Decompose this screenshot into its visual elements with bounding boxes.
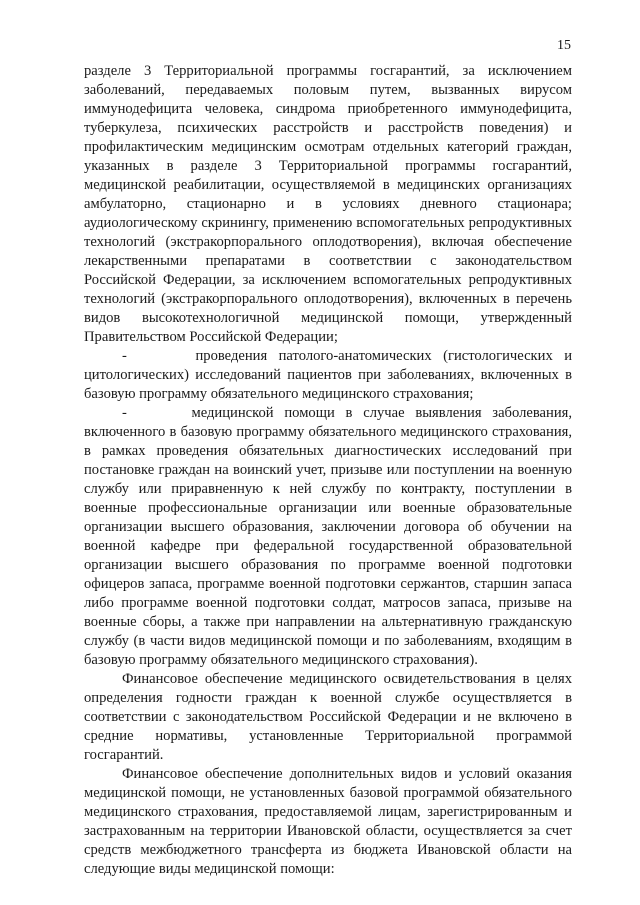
paragraph-financing-additional: Финансовое обеспечение дополнительных видов и условий оказания медицинской помощи, не установленных базовой программой обязательного медицинского страхования, предоставляемой лицам, зарегистрированным и застрахованным на территории Ивановской области, осуществляется за счет средств межбюджетного трансферта из бюджета Ивановской области на следующие виды медицинской помощи: [84,766,572,877]
list-item-pathology: - проведения патолого-анатомических (гистологических и цитологических) исследований пациентов при заболеваниях, включенных в базовую программу обязательного медицинского страхования; [84,348,572,402]
page-number: 15 [557,38,571,53]
paragraph-financing-examination: Финансовое обеспечение медицинского освидетельствования в целях определения годности граждан к военной службе осуществляется в соответствии с законодательством Российской Федерации и не включено в средние нормативы, установленные Территориальной программой госгарантий. [84,671,572,763]
list-item-military-medical: - медицинской помощи в случае выявления заболевания, включенного в базовую программу обязательного медицинского страхования, в рамках проведения обязательных диагностических исследований при постановке граждан на воинский учет, призыве или поступлении на военную службу или приравненную к ней службу по контракту, поступлении в военные профессиональные организации или военные образовательные организации высшего образования, заключении договора об обучении на военной кафедре при федеральной государственной образовательной организации высшего образования по программе военной подготовки офицеров запаса, программе военной подготовки сержантов, старшин запаса либо программе военной подготовки солдат, матросов запаса, призыве на военные сборы, а также при направлении на альтернативную гражданскую службу (в части видов медицинской помощи и по заболеваниям, входящим в базовую программу обязательного медицинского страхования). [84,405,572,668]
document-body [84,62,572,879]
paragraph-continuation: разделе 3 Территориальной программы госгарантий, за исключением заболеваний, передаваемых половым путем, вызванных вирусом иммунодефицита человека, синдрома приобретенного иммунодефицита, туберкулеза, психических расстройств и расстройств поведения) и профилактическим медицинским осмотрам отдельных категорий граждан, указанных в разделе 3 Территориальной программы госгарантий, медицинской реабилитации, осуществляемой в медицинских организациях амбулаторно, стационарно и в условиях дневного стационара; аудиологическому скринингу, применению вспомогательных репродуктивных технологий (экстракорпорального оплодотворения), включая обеспечение лекарственными препаратами в соответствии с законодательством Российской Федерации, за исключением вспомогательных репродуктивных технологий (экстракорпорального оплодотворения), включенных в перечень видов высокотехнологичной медицинской помощи, утвержденный Правительством Российской Федерации; [84,63,572,345]
